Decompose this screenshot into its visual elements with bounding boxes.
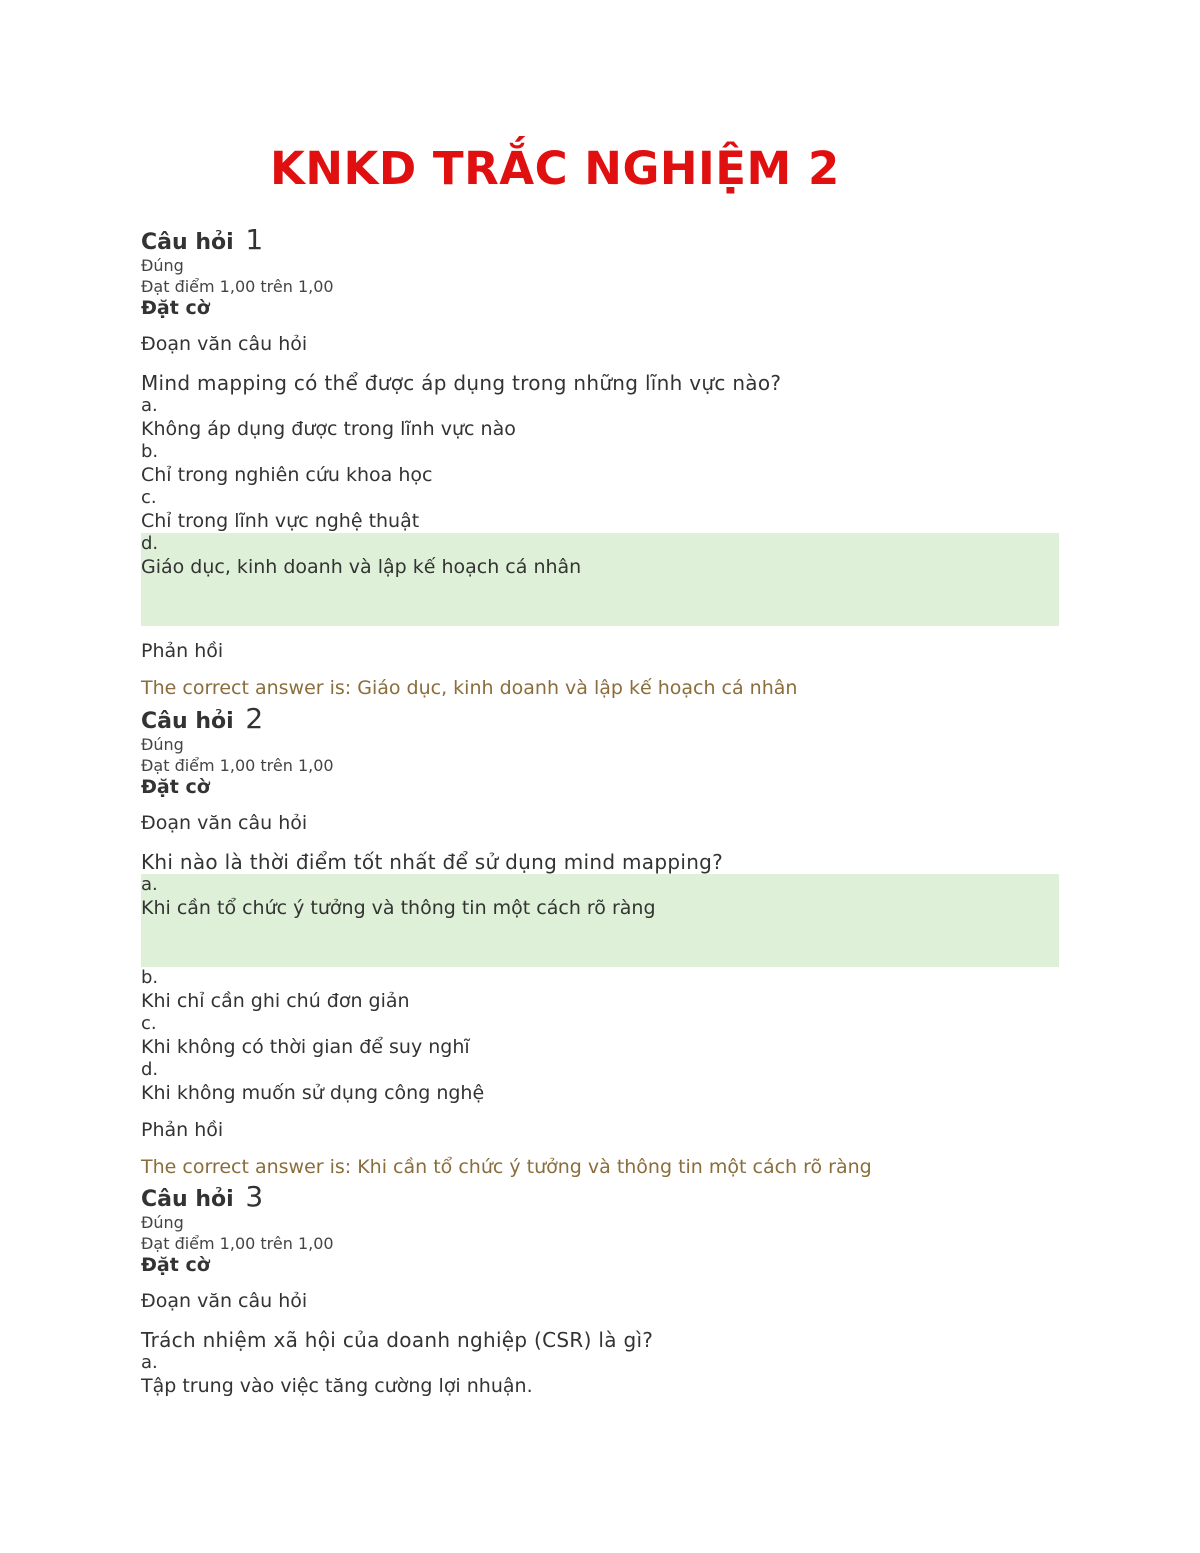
question-text-label: Đoạn văn câu hỏi [141, 333, 308, 355]
option-letter: c. [141, 1013, 157, 1034]
option-text: Chỉ trong nghiên cứu khoa học [141, 464, 433, 486]
question-number: 3 [245, 1180, 264, 1213]
option-letter: a. [141, 1352, 158, 1373]
question-grade: Đạt điểm 1,00 trên 1,00 [141, 1234, 334, 1253]
option-c[interactable] [141, 487, 1059, 533]
question-grade: Đạt điểm 1,00 trên 1,00 [141, 277, 334, 296]
option-b[interactable] [141, 441, 1059, 487]
question-text: Trách nhiệm xã hội của doanh nghiệp (CSR) là gì? [141, 1328, 654, 1352]
option-text: Khi không có thời gian để suy nghĩ [141, 1036, 470, 1058]
feedback-label: Phản hồi [141, 1119, 224, 1141]
option-text: Tập trung vào việc tăng cường lợi nhuận. [141, 1375, 533, 1397]
option-a[interactable] [141, 1352, 1059, 1398]
question-1 [141, 225, 1059, 700]
option-letter: a. [141, 395, 158, 416]
question-header [141, 1182, 1059, 1212]
feedback-label: Phản hồi [141, 640, 224, 662]
question-number: 2 [245, 702, 264, 735]
option-d[interactable] [141, 1059, 1059, 1105]
option-letter: d. [141, 1059, 159, 1080]
question-state: Đúng [141, 1213, 184, 1232]
feedback-text: The correct answer is: Khi cần tổ chức ý tưởng và thông tin một cách rõ ràng [141, 1156, 872, 1178]
option-a-correct[interactable] [141, 874, 1059, 967]
option-text: Khi không muốn sử dụng công nghệ [141, 1082, 485, 1104]
option-b[interactable] [141, 967, 1059, 1013]
question-label: Câu hỏi [141, 709, 234, 734]
question-number: 1 [245, 223, 264, 256]
option-a[interactable] [141, 395, 1059, 441]
feedback-text: The correct answer is: Giáo dục, kinh doanh và lập kế hoạch cá nhân [141, 677, 798, 699]
option-d-correct[interactable] [141, 533, 1059, 626]
document-title: KNKD TRẮC NGHIỆM 2 [270, 142, 840, 195]
option-text: Khi chỉ cần ghi chú đơn giản [141, 990, 410, 1012]
option-text: Giáo dục, kinh doanh và lập kế hoạch cá nhân [141, 556, 582, 578]
option-c[interactable] [141, 1013, 1059, 1059]
question-label: Câu hỏi [141, 1187, 234, 1212]
flag-question-link[interactable]: Đặt cờ [141, 776, 210, 798]
flag-question-link[interactable]: Đặt cờ [141, 1254, 210, 1276]
option-text: Khi cần tổ chức ý tưởng và thông tin một cách rõ ràng [141, 897, 656, 919]
question-3 [141, 1182, 1059, 1398]
question-state: Đúng [141, 256, 184, 275]
question-state: Đúng [141, 735, 184, 754]
question-text-label: Đoạn văn câu hỏi [141, 1290, 308, 1312]
question-2 [141, 704, 1059, 1179]
option-letter: c. [141, 487, 157, 508]
question-grade: Đạt điểm 1,00 trên 1,00 [141, 756, 334, 775]
option-text: Không áp dụng được trong lĩnh vực nào [141, 418, 516, 440]
question-text: Mind mapping có thể được áp dụng trong những lĩnh vực nào? [141, 371, 782, 395]
question-header [141, 704, 1059, 734]
option-text: Chỉ trong lĩnh vực nghệ thuật [141, 510, 420, 532]
question-header [141, 225, 1059, 255]
flag-question-link[interactable]: Đặt cờ [141, 297, 210, 319]
question-text-label: Đoạn văn câu hỏi [141, 812, 308, 834]
option-letter: a. [141, 874, 158, 895]
question-label: Câu hỏi [141, 230, 234, 255]
option-letter: b. [141, 441, 159, 462]
option-letter: d. [141, 533, 159, 554]
option-letter: b. [141, 967, 159, 988]
question-text: Khi nào là thời điểm tốt nhất để sử dụng mind mapping? [141, 850, 724, 874]
